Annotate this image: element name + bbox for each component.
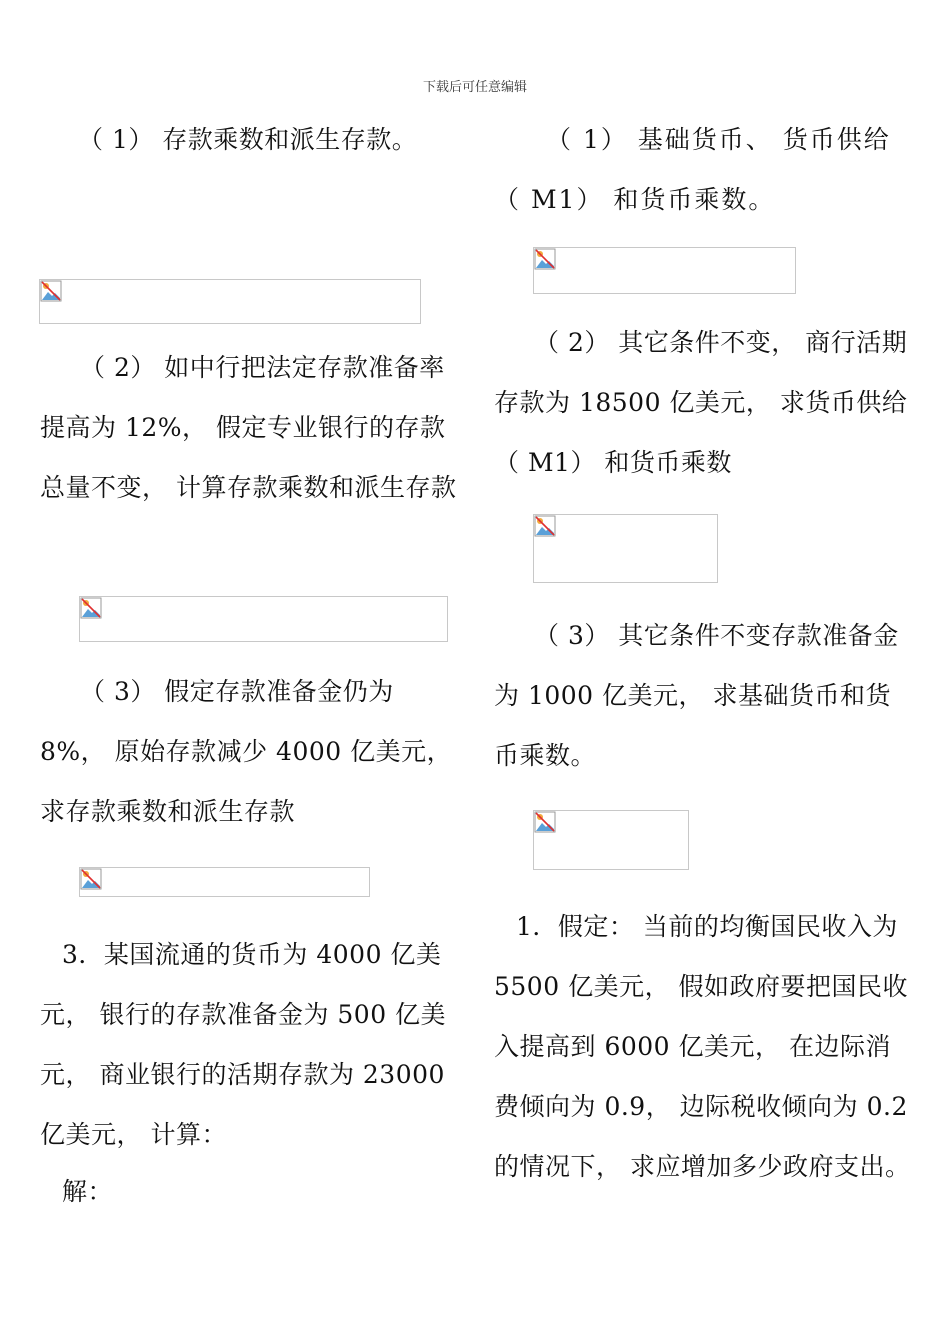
formula-image-1	[39, 279, 421, 324]
formula-image-2	[79, 596, 448, 642]
formula-image-5	[533, 514, 718, 583]
left-paragraph-4: 3．某国流通的货币为 4000 亿美元， 银行的存款准备金为 500 亿美元， 商业银行的活期存款为 23000 亿美元， 计算：	[40, 940, 447, 1149]
formula-image-4	[533, 247, 796, 294]
broken-image-icon	[534, 248, 556, 270]
broken-image-icon	[40, 280, 62, 302]
right-paragraph-3: （ 3） 其它条件不变存款准备金为 1000 亿美元， 求基础货币和货币乘数。	[494, 621, 899, 770]
right-paragraph-2: （ 2） 其它条件不变， 商行活期存款为 18500 亿美元， 求货币供给（ M1） 和货币乘数	[494, 328, 908, 477]
formula-image-3	[79, 867, 370, 897]
right-paragraph-4: 1．假定： 当前的均衡国民收入为 5500 亿美元， 假如政府要把国民收入提高到 6000 亿美元， 在边际消费倾向为 0.9， 边际税收倾向为 0.2 的情况下， 求应增加多少政府支出。	[494, 912, 911, 1181]
broken-image-icon	[534, 515, 556, 537]
page-header: 下载后可任意编辑	[422, 80, 527, 95]
broken-image-icon	[80, 597, 102, 619]
broken-image-icon	[534, 811, 556, 833]
right-paragraph-1: （ 1） 基础货币、 货币供给（ M1） 和货币乘数。	[494, 125, 891, 214]
left-paragraph-5: 解：	[62, 1177, 114, 1206]
left-paragraph-2: （ 2） 如中行把法定存款准备率提高为 12%， 假定专业银行的存款总量不变， 计算存款乘数和派生存款	[40, 353, 457, 502]
formula-image-6	[533, 810, 689, 870]
broken-image-icon	[80, 868, 102, 890]
left-paragraph-1: （ 1） 存款乘数和派生存款。	[78, 125, 418, 154]
left-paragraph-3: （ 3） 假定存款准备金仍为 8%， 原始存款减少 4000 亿美元， 求存款乘数和派生存款	[40, 677, 453, 826]
